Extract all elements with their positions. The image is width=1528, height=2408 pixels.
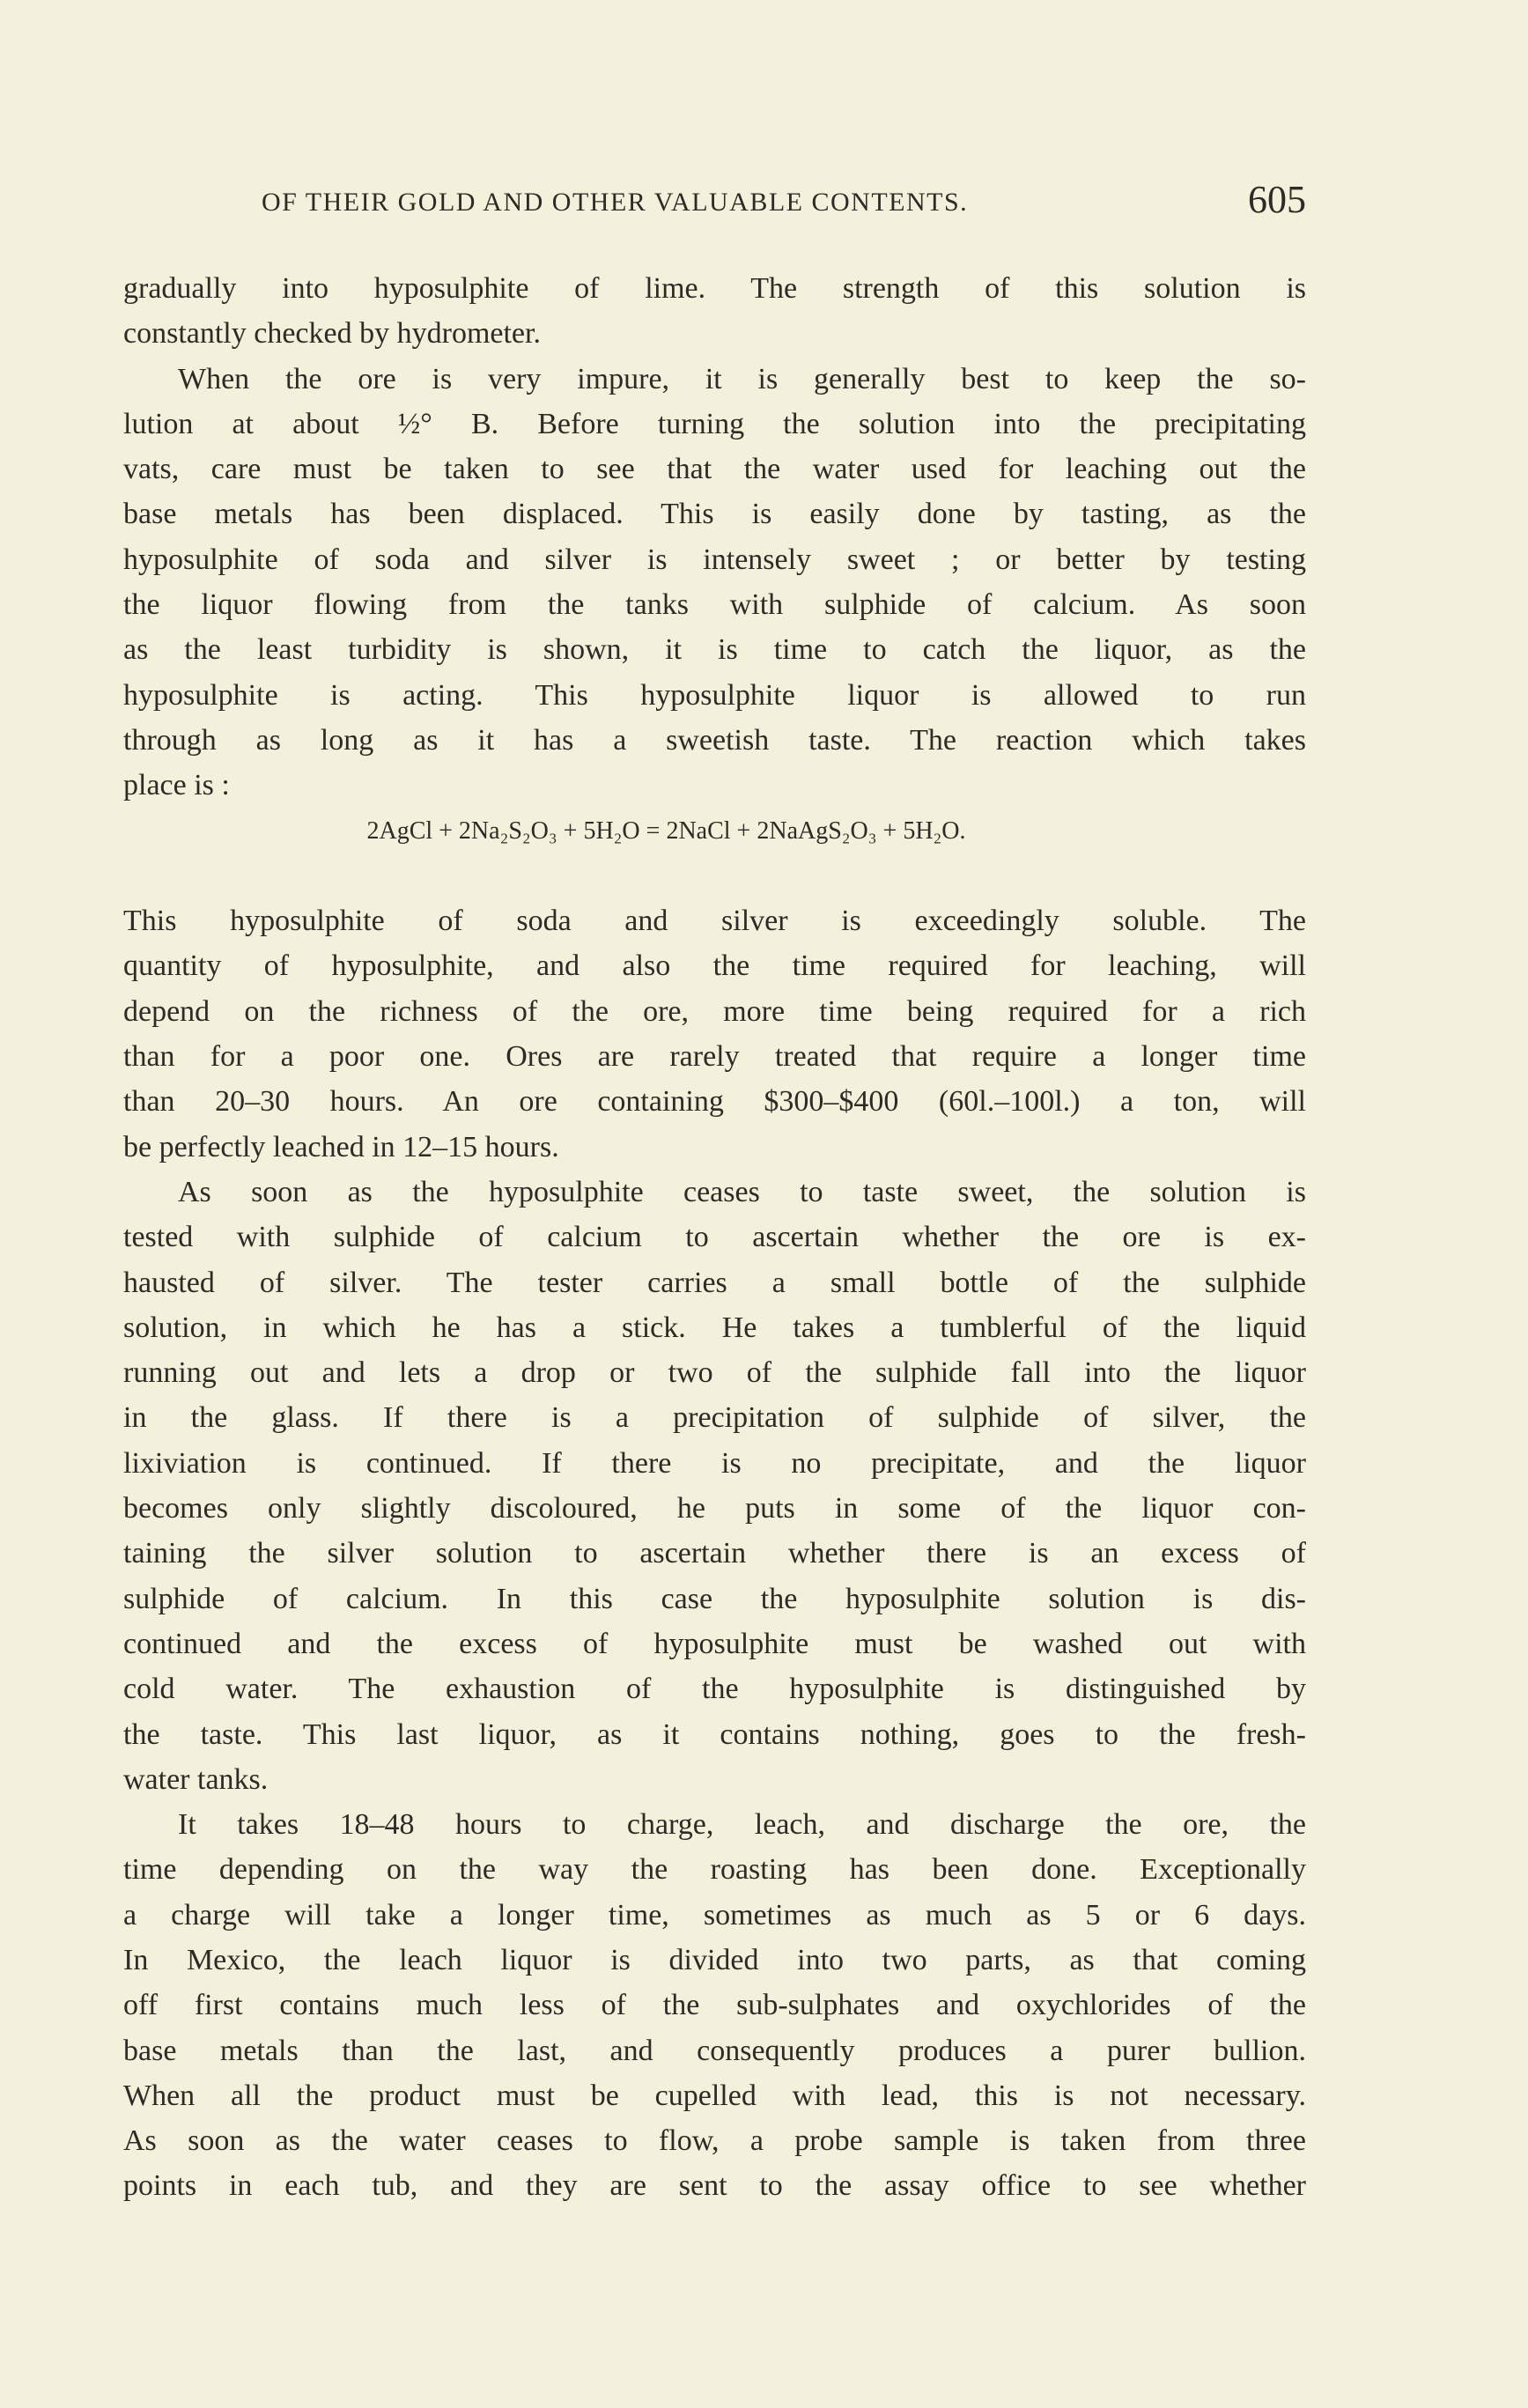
text-line: lixiviation is continued. If there is no precipitate, and the liquor: [123, 1446, 1306, 1480]
text-line: tested with sulphide of calcium to ascertain whether the ore is ex-: [123, 1221, 1306, 1254]
text-line: water tanks.: [123, 1762, 269, 1796]
text-line: cold water. The exhaustion of the hyposulphite is distinguished by: [123, 1673, 1306, 1706]
text-line: sulphide of calcium. In this case the hyposulphite solution is dis-: [123, 1582, 1306, 1615]
text-line: In Mexico, the leach liquor is divided into two parts, as that coming: [123, 1943, 1306, 1976]
text-line: As soon as the water ceases to flow, a probe sample is taken from three: [123, 2124, 1306, 2158]
paragraph: [123, 1170, 1306, 1802]
paragraph: [123, 1802, 1306, 2209]
paragraph: [123, 357, 1306, 809]
text-line: the liquor flowing from the tanks with sulphide of calcium. As soon: [123, 588, 1306, 622]
text-line: through as long as it has a sweetish taste. The reaction which takes: [123, 723, 1306, 757]
body-text: [123, 266, 1306, 2209]
page-number: 605: [1248, 178, 1306, 221]
equation-text: 2AgCl + 2Na₂S₂O₃ + 5H₂O = 2NaCl + 2NaAgS₂O₃ + 5H₂O.: [366, 816, 966, 845]
text-line: place is :: [123, 769, 230, 802]
text-line: depend on the richness of the ore, more time being required for a rich: [123, 994, 1306, 1028]
text-line: than for a poor one. Ores are rarely treated that require a longer time: [123, 1040, 1306, 1074]
text-line: continued and the excess of hyposulphite must be washed out with: [123, 1627, 1306, 1660]
text-line: When all the product must be cupelled with lead, this is not necessary.: [123, 2079, 1306, 2112]
paragraph: [123, 898, 1306, 1170]
text-line: base metals has been displaced. This is easily done by tasting, as the: [123, 498, 1306, 531]
running-head: OF THEIR GOLD AND OTHER VALUABLE CONTENTS.: [262, 188, 969, 217]
text-line: a charge will take a longer time, sometimes as much as 5 or 6 days.: [123, 1898, 1306, 1932]
text-line: constantly checked by hydrometer.: [123, 317, 541, 351]
text-line: running out and lets a drop or two of the sulphide fall into the liquor: [123, 1356, 1306, 1390]
text-line: lution at about ½° B. Before turning the solution into the precipitating: [123, 407, 1306, 440]
text-line: taining the silver solution to ascertain whether there is an excess of: [123, 1537, 1306, 1570]
text-line: hausted of silver. The tester carries a small bottle of the sulphide: [123, 1266, 1306, 1299]
text-line: base metals than the last, and consequently produces a purer bullion.: [123, 2034, 1306, 2067]
text-line: solution, in which he has a stick. He takes a tumblerful of the liquid: [123, 1311, 1306, 1344]
chemical-equation: [123, 809, 1306, 899]
text-line: off first contains much less of the sub-sulphates and oxychlorides of the: [123, 1989, 1306, 2022]
text-line: than 20–30 hours. An ore containing $300–$400 (60l.–100l.) a ton, will: [123, 1085, 1306, 1119]
text-line: vats, care must be taken to see that the water used for leaching out the: [123, 453, 1306, 486]
text-line: points in each tub, and they are sent to the assay office to see whether: [123, 2169, 1306, 2203]
text-line: This hyposulphite of soda and silver is exceedingly soluble. The: [123, 905, 1306, 938]
text-line: It takes 18–48 hours to charge, leach, and discharge the ore, the: [178, 1808, 1306, 1842]
text-line: time depending on the way the roasting has been done. Exceptionally: [123, 1853, 1306, 1887]
paragraph: [123, 266, 1306, 357]
text-line: as the least turbidity is shown, it is time to catch the liquor, as the: [123, 633, 1306, 667]
text-line: becomes only slightly discoloured, he puts in some of the liquor con-: [123, 1492, 1306, 1525]
text-line: be perfectly leached in 12–15 hours.: [123, 1130, 559, 1163]
text-line: in the glass. If there is a precipitation of sulphide of silver, the: [123, 1401, 1306, 1435]
text-line: hyposulphite of soda and silver is intensely sweet ; or better by testing: [123, 543, 1306, 576]
text-line: gradually into hyposulphite of lime. The strength of this solution is: [123, 272, 1306, 305]
text-line: When the ore is very impure, it is generally best to keep the so-: [178, 362, 1306, 395]
text-line: the taste. This last liquor, as it contains nothing, goes to the fresh-: [123, 1717, 1306, 1751]
text-line: As soon as the hyposulphite ceases to taste sweet, the solution is: [178, 1175, 1306, 1208]
text-line: quantity of hyposulphite, and also the time required for leaching, will: [123, 949, 1306, 983]
page-header: [123, 178, 1306, 225]
text-line: hyposulphite is acting. This hyposulphite liquor is allowed to run: [123, 678, 1306, 712]
